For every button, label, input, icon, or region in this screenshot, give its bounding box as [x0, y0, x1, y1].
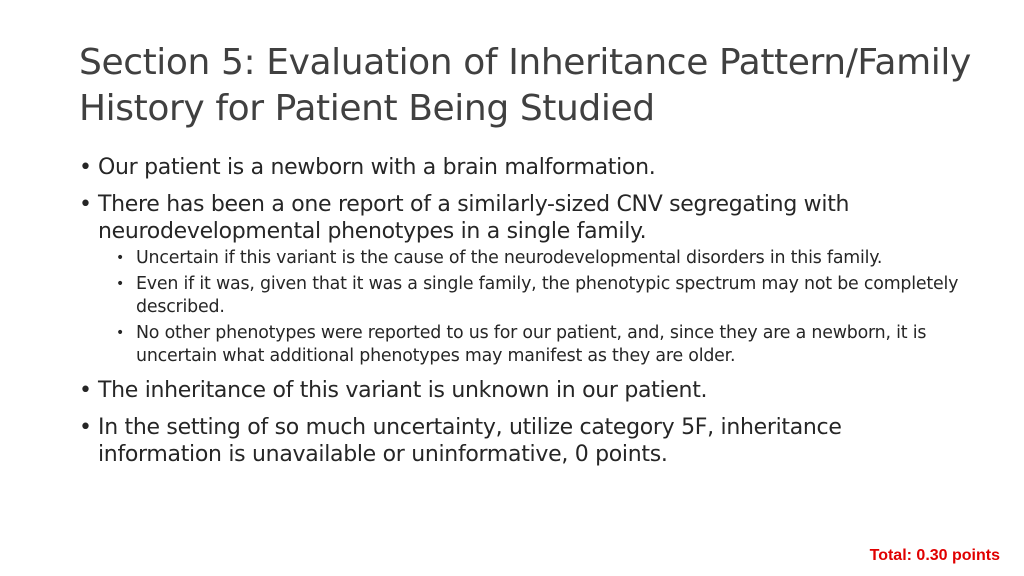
bullet-item: [79, 154, 959, 181]
bullet-icon: •: [79, 378, 92, 403]
bullet-icon: •: [116, 250, 125, 266]
bullet-text: Our patient is a newborn with a brain malformation.: [98, 155, 656, 180]
bullet-text: There has been a one report of a similarly-sized CNV segregating with neurodevelopmental phenotypes in a single family.: [98, 192, 850, 244]
bullet-item: [79, 414, 959, 468]
bullet-text: In the setting of so much uncertainty, utilize category 5F, inheritance information is unavailable or uninformative, 0 points.: [98, 415, 842, 467]
title-line-2: History for Patient Being Studied: [79, 88, 655, 129]
sub-bullet-text: Even if it was, given that it was a single family, the phenotypic spectrum may not be completely described.: [136, 274, 959, 317]
bullet-item: [79, 191, 959, 245]
bullet-icon: •: [79, 192, 92, 217]
slide-title: [79, 40, 979, 132]
bullet-icon: •: [116, 276, 125, 292]
sub-bullet-item: [116, 322, 959, 368]
sub-bullet-list: [79, 247, 959, 368]
sub-bullet-item: [116, 273, 959, 319]
total-points-label: Total: 0.30 points: [869, 547, 1000, 564]
sub-bullet-text: No other phenotypes were reported to us for our patient, and, since they are a newborn, it is uncertain what additional phenotypes may manifest as they are older.: [136, 323, 927, 366]
bullet-item: [79, 377, 959, 404]
bullet-icon: •: [116, 325, 125, 341]
sub-bullet-text: Uncertain if this variant is the cause of the neurodevelopmental disorders in this family.: [136, 248, 883, 268]
sub-bullet-item: [116, 247, 959, 270]
bullet-icon: •: [79, 415, 92, 440]
bullet-icon: •: [79, 155, 92, 180]
bullet-list: [79, 154, 959, 478]
title-line-1: Section 5: Evaluation of Inheritance Pattern/Family: [79, 42, 971, 83]
bullet-text: The inheritance of this variant is unknown in our patient.: [98, 378, 708, 403]
